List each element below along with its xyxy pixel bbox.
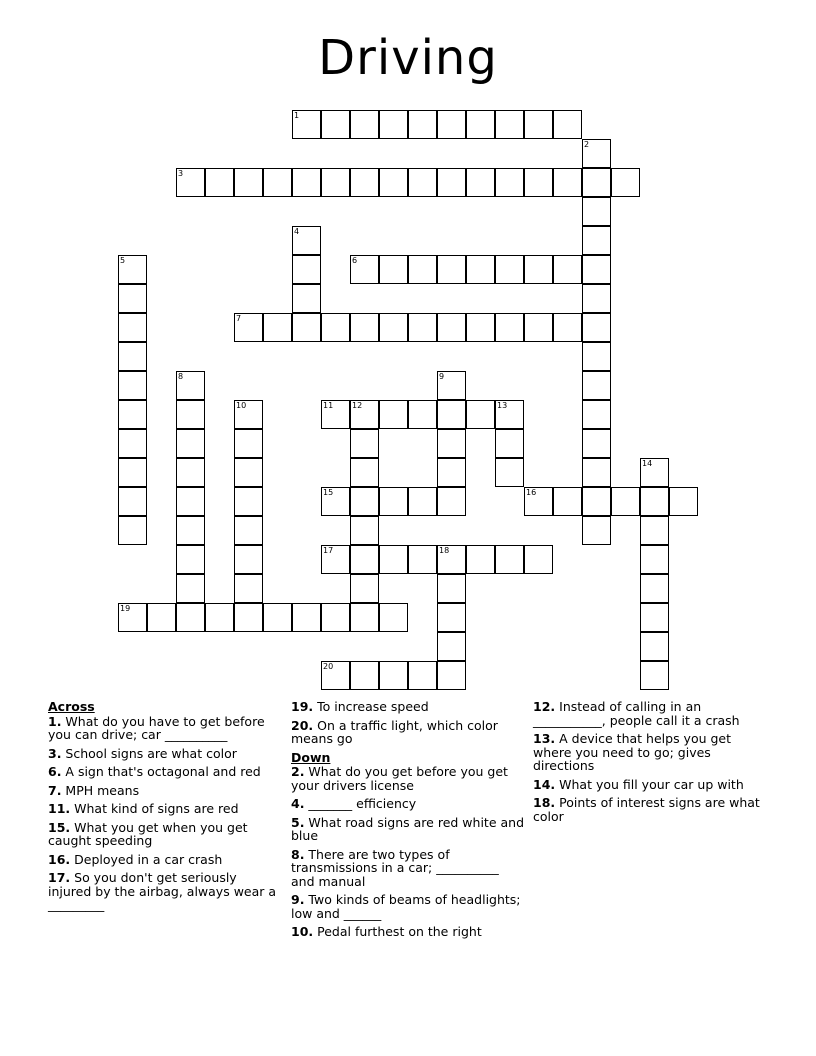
- clue-text: MPH means: [61, 782, 140, 798]
- grid-cell[interactable]: [321, 545, 350, 574]
- clue-down-12: [533, 700, 763, 727]
- grid-cell[interactable]: [379, 400, 408, 429]
- grid-cell[interactable]: [379, 255, 408, 284]
- cell-number: 19: [120, 604, 131, 613]
- grid-cell[interactable]: [292, 313, 321, 342]
- clue-across-3: [48, 747, 283, 761]
- grid-cell[interactable]: [379, 661, 408, 690]
- grid-cell[interactable]: [234, 545, 263, 574]
- clue-text: A device that helps you get where you need to go; gives directions: [533, 731, 732, 773]
- clue-number: 20.: [291, 717, 314, 733]
- clue-text: What road signs are red white and blue: [291, 814, 525, 843]
- cell-number: 9: [439, 372, 445, 381]
- cell-number: 10: [236, 401, 247, 410]
- grid-cell[interactable]: [234, 168, 263, 197]
- grid-cell[interactable]: [524, 545, 553, 574]
- cell-number: 5: [120, 256, 126, 265]
- cell-number: 11: [323, 401, 334, 410]
- clue-text: _______ efficiency: [304, 796, 417, 811]
- grid-cell[interactable]: [350, 574, 379, 603]
- grid-cell[interactable]: [524, 168, 553, 197]
- clue-number: 1.: [48, 713, 62, 729]
- grid-cell[interactable]: [263, 313, 292, 342]
- grid-cell[interactable]: [408, 168, 437, 197]
- clue-number: 16.: [48, 851, 71, 867]
- clues-column-3: [533, 700, 763, 828]
- grid-cell[interactable]: [640, 574, 669, 603]
- grid-cell[interactable]: [234, 516, 263, 545]
- cell-number: 14: [642, 459, 653, 468]
- grid-cell[interactable]: [321, 313, 350, 342]
- clue-down-8: [291, 848, 526, 889]
- grid-cell[interactable]: [640, 516, 669, 545]
- grid-cell[interactable]: [582, 342, 611, 371]
- grid-cell[interactable]: [350, 458, 379, 487]
- grid-cell[interactable]: [466, 255, 495, 284]
- clue-text: What do you have to get before you can drive; car __________: [48, 713, 265, 742]
- clue-across-20: [291, 719, 526, 746]
- grid-cell[interactable]: [582, 371, 611, 400]
- grid-cell[interactable]: [350, 168, 379, 197]
- grid-cell[interactable]: [350, 255, 379, 284]
- cell-number: 12: [352, 401, 363, 410]
- grid-cell[interactable]: [582, 400, 611, 429]
- grid-cell[interactable]: [582, 168, 611, 197]
- clue-across-15: [48, 821, 283, 848]
- clue-across-6: [48, 765, 283, 779]
- grid-cell[interactable]: [437, 458, 466, 487]
- grid-cell[interactable]: [350, 400, 379, 429]
- grid-cell[interactable]: [640, 603, 669, 632]
- clue-number: 8.: [291, 846, 305, 862]
- grid-cell[interactable]: [437, 110, 466, 139]
- grid-cell[interactable]: [669, 487, 698, 516]
- grid-cell[interactable]: [437, 545, 466, 574]
- grid-cell[interactable]: [176, 574, 205, 603]
- puzzle-title: Driving: [318, 30, 498, 86]
- grid-cell[interactable]: [350, 603, 379, 632]
- grid-cell[interactable]: [379, 110, 408, 139]
- grid-cell[interactable]: [495, 255, 524, 284]
- grid-cell[interactable]: [553, 255, 582, 284]
- across-heading: Across: [48, 699, 95, 714]
- grid-cell[interactable]: [408, 110, 437, 139]
- clues-column-2: [291, 700, 526, 944]
- grid-cell[interactable]: [176, 458, 205, 487]
- clue-text: On a traffic light, which color means go: [291, 717, 498, 746]
- grid-cell[interactable]: [292, 168, 321, 197]
- grid-cell[interactable]: [234, 603, 263, 632]
- grid-cell[interactable]: [611, 487, 640, 516]
- clue-down-9: [291, 893, 526, 920]
- grid-cell[interactable]: [118, 313, 147, 342]
- clue-down-10: [291, 925, 526, 939]
- cell-number: 4: [294, 227, 300, 236]
- grid-cell[interactable]: [118, 400, 147, 429]
- grid-cell[interactable]: [118, 487, 147, 516]
- grid-cell[interactable]: [321, 110, 350, 139]
- grid-cell[interactable]: [582, 139, 611, 168]
- grid-cell[interactable]: [437, 168, 466, 197]
- grid-cell[interactable]: [495, 458, 524, 487]
- clue-text: What you get when you get caught speeding: [48, 819, 248, 848]
- grid-cell[interactable]: [321, 487, 350, 516]
- grid-cell[interactable]: [379, 545, 408, 574]
- clue-text: What do you get before you get your drivers license: [291, 764, 508, 793]
- clue-text: Points of interest signs are what color: [533, 795, 760, 824]
- clue-text: A sign that's octagonal and red: [61, 764, 261, 779]
- cell-number: 6: [352, 256, 358, 265]
- grid-cell[interactable]: [582, 197, 611, 226]
- clue-across-7: [48, 784, 283, 798]
- grid-cell[interactable]: [524, 110, 553, 139]
- grid-cell[interactable]: [640, 661, 669, 690]
- grid-cell[interactable]: [321, 168, 350, 197]
- clue-number: 18.: [533, 795, 556, 810]
- grid-cell[interactable]: [640, 545, 669, 574]
- clue-number: 7.: [48, 782, 62, 798]
- grid-cell[interactable]: [582, 284, 611, 313]
- cell-number: 13: [497, 401, 508, 410]
- down-heading: Down: [291, 749, 331, 765]
- clue-text: There are two types of transmissions in a car; __________ and manual: [291, 846, 499, 889]
- grid-cell[interactable]: [234, 400, 263, 429]
- clue-text: School signs are what color: [61, 745, 237, 761]
- grid-cell[interactable]: [437, 371, 466, 400]
- cell-number: 20: [323, 662, 334, 671]
- clue-number: 10.: [291, 924, 314, 939]
- grid-cell[interactable]: [118, 603, 147, 632]
- grid-cell[interactable]: [350, 516, 379, 545]
- clue-number: 17.: [48, 870, 71, 885]
- grid-cell[interactable]: [321, 661, 350, 690]
- grid-cell[interactable]: [524, 487, 553, 516]
- clue-text: What kind of signs are red: [70, 801, 239, 816]
- grid-cell[interactable]: [524, 255, 553, 284]
- grid-cell[interactable]: [379, 168, 408, 197]
- grid-cell[interactable]: [176, 545, 205, 574]
- cell-number: 16: [526, 488, 537, 497]
- grid-cell[interactable]: [640, 632, 669, 661]
- grid-cell[interactable]: [118, 371, 147, 400]
- clue-down-18: [533, 796, 763, 823]
- grid-cell[interactable]: [495, 545, 524, 574]
- grid-cell[interactable]: [118, 516, 147, 545]
- clue-number: 9.: [291, 892, 305, 907]
- clue-number: 11.: [48, 801, 71, 816]
- clue-number: 3.: [48, 745, 62, 761]
- grid-cell[interactable]: [437, 313, 466, 342]
- grid-cell[interactable]: [437, 255, 466, 284]
- clue-across-1: [48, 715, 283, 742]
- grid-cell[interactable]: [205, 168, 234, 197]
- grid-cell[interactable]: [495, 400, 524, 429]
- grid-cell[interactable]: [437, 603, 466, 632]
- grid-cell[interactable]: [176, 603, 205, 632]
- grid-cell[interactable]: [321, 603, 350, 632]
- grid-cell[interactable]: [408, 487, 437, 516]
- grid-cell[interactable]: [611, 168, 640, 197]
- clue-across-16: [48, 853, 283, 867]
- grid-cell[interactable]: [176, 168, 205, 197]
- grid-cell[interactable]: [437, 661, 466, 690]
- clue-down-5: [291, 816, 526, 843]
- grid-cell[interactable]: [118, 429, 147, 458]
- cell-number: 8: [178, 372, 184, 381]
- clue-down-14: [533, 778, 763, 792]
- grid-cell[interactable]: [408, 255, 437, 284]
- grid-cell[interactable]: [118, 255, 147, 284]
- grid-cell[interactable]: [582, 516, 611, 545]
- clue-number: 13.: [533, 731, 556, 746]
- clue-text: Pedal furthest on the right: [313, 924, 482, 939]
- grid-cell[interactable]: [263, 168, 292, 197]
- grid-cell[interactable]: [408, 313, 437, 342]
- grid-cell[interactable]: [176, 429, 205, 458]
- grid-cell[interactable]: [234, 313, 263, 342]
- clue-down-13: [533, 732, 763, 773]
- grid-cell[interactable]: [582, 458, 611, 487]
- grid-cell[interactable]: [379, 313, 408, 342]
- grid-cell[interactable]: [582, 255, 611, 284]
- grid-cell[interactable]: [495, 313, 524, 342]
- cell-number: 7: [236, 314, 242, 323]
- grid-cell[interactable]: [466, 110, 495, 139]
- grid-cell[interactable]: [408, 400, 437, 429]
- cell-number: 18: [439, 546, 450, 555]
- clue-across-19: [291, 700, 526, 714]
- cell-number: 17: [323, 546, 334, 555]
- grid-cell[interactable]: [437, 574, 466, 603]
- clue-down-4: [291, 797, 526, 811]
- grid-cell[interactable]: [437, 400, 466, 429]
- grid-cell[interactable]: [466, 545, 495, 574]
- clue-text: To increase speed: [313, 699, 429, 714]
- grid-cell[interactable]: [466, 400, 495, 429]
- grid-cell[interactable]: [582, 487, 611, 516]
- grid-cell[interactable]: [495, 429, 524, 458]
- cell-number: 1: [294, 111, 300, 120]
- grid-cell[interactable]: [553, 313, 582, 342]
- grid-cell[interactable]: [176, 516, 205, 545]
- grid-cell[interactable]: [176, 487, 205, 516]
- clue-text: Two kinds of beams of headlights; low and ______: [291, 892, 521, 921]
- grid-cell[interactable]: [147, 603, 176, 632]
- grid-cell[interactable]: [118, 342, 147, 371]
- grid-cell[interactable]: [205, 603, 234, 632]
- grid-cell[interactable]: [582, 429, 611, 458]
- clues-column-1: [48, 700, 283, 917]
- grid-cell[interactable]: [292, 110, 321, 139]
- grid-cell[interactable]: [524, 313, 553, 342]
- grid-cell[interactable]: [553, 168, 582, 197]
- grid-cell[interactable]: [292, 226, 321, 255]
- clue-text: So you don't get seriously injured by the airbag, always wear a _________: [48, 870, 277, 912]
- grid-cell[interactable]: [350, 429, 379, 458]
- grid-cell[interactable]: [640, 487, 669, 516]
- grid-cell[interactable]: [408, 661, 437, 690]
- clue-number: 19.: [291, 699, 314, 714]
- clue-number: 15.: [48, 819, 71, 835]
- grid-cell[interactable]: [350, 545, 379, 574]
- grid-cell[interactable]: [118, 458, 147, 487]
- grid-cell[interactable]: [350, 661, 379, 690]
- grid-cell[interactable]: [437, 429, 466, 458]
- grid-cell[interactable]: [437, 632, 466, 661]
- grid-cell[interactable]: [263, 603, 292, 632]
- grid-cell[interactable]: [292, 284, 321, 313]
- grid-cell[interactable]: [350, 487, 379, 516]
- grid-cell[interactable]: [408, 545, 437, 574]
- grid-cell[interactable]: [234, 487, 263, 516]
- grid-cell[interactable]: [176, 400, 205, 429]
- clue-number: 5.: [291, 814, 305, 830]
- clue-across-11: [48, 802, 283, 816]
- clue-down-2: [291, 765, 526, 792]
- grid-cell[interactable]: [437, 487, 466, 516]
- clue-number: 12.: [533, 699, 556, 714]
- grid-cell[interactable]: [350, 313, 379, 342]
- grid-cell[interactable]: [234, 429, 263, 458]
- clue-text: Instead of calling in an ___________, people call it a crash: [533, 699, 740, 728]
- clue-number: 2.: [291, 764, 305, 779]
- grid-cell[interactable]: [466, 313, 495, 342]
- cell-number: 3: [178, 169, 184, 178]
- grid-cell[interactable]: [495, 110, 524, 139]
- grid-cell[interactable]: [292, 603, 321, 632]
- clue-text: Deployed in a car crash: [70, 851, 223, 867]
- clue-number: 4.: [291, 796, 305, 811]
- grid-cell[interactable]: [234, 574, 263, 603]
- grid-cell[interactable]: [321, 400, 350, 429]
- clue-across-17: [48, 871, 283, 912]
- clue-number: 6.: [48, 764, 62, 779]
- grid-cell[interactable]: [582, 226, 611, 255]
- grid-cell[interactable]: [350, 110, 379, 139]
- cell-number: 15: [323, 488, 334, 497]
- grid-cell[interactable]: [379, 603, 408, 632]
- grid-cell[interactable]: [553, 487, 582, 516]
- grid-cell[interactable]: [466, 168, 495, 197]
- grid-cell[interactable]: [640, 458, 669, 487]
- grid-cell[interactable]: [234, 458, 263, 487]
- grid-cell[interactable]: [553, 110, 582, 139]
- grid-cell[interactable]: [379, 487, 408, 516]
- grid-cell[interactable]: [176, 371, 205, 400]
- grid-cell[interactable]: [292, 255, 321, 284]
- clue-text: What you fill your car up with: [555, 776, 744, 792]
- grid-cell[interactable]: [495, 168, 524, 197]
- grid-cell[interactable]: [118, 284, 147, 313]
- clue-number: 14.: [533, 776, 556, 792]
- cell-number: 2: [584, 140, 590, 149]
- grid-cell[interactable]: [582, 313, 611, 342]
